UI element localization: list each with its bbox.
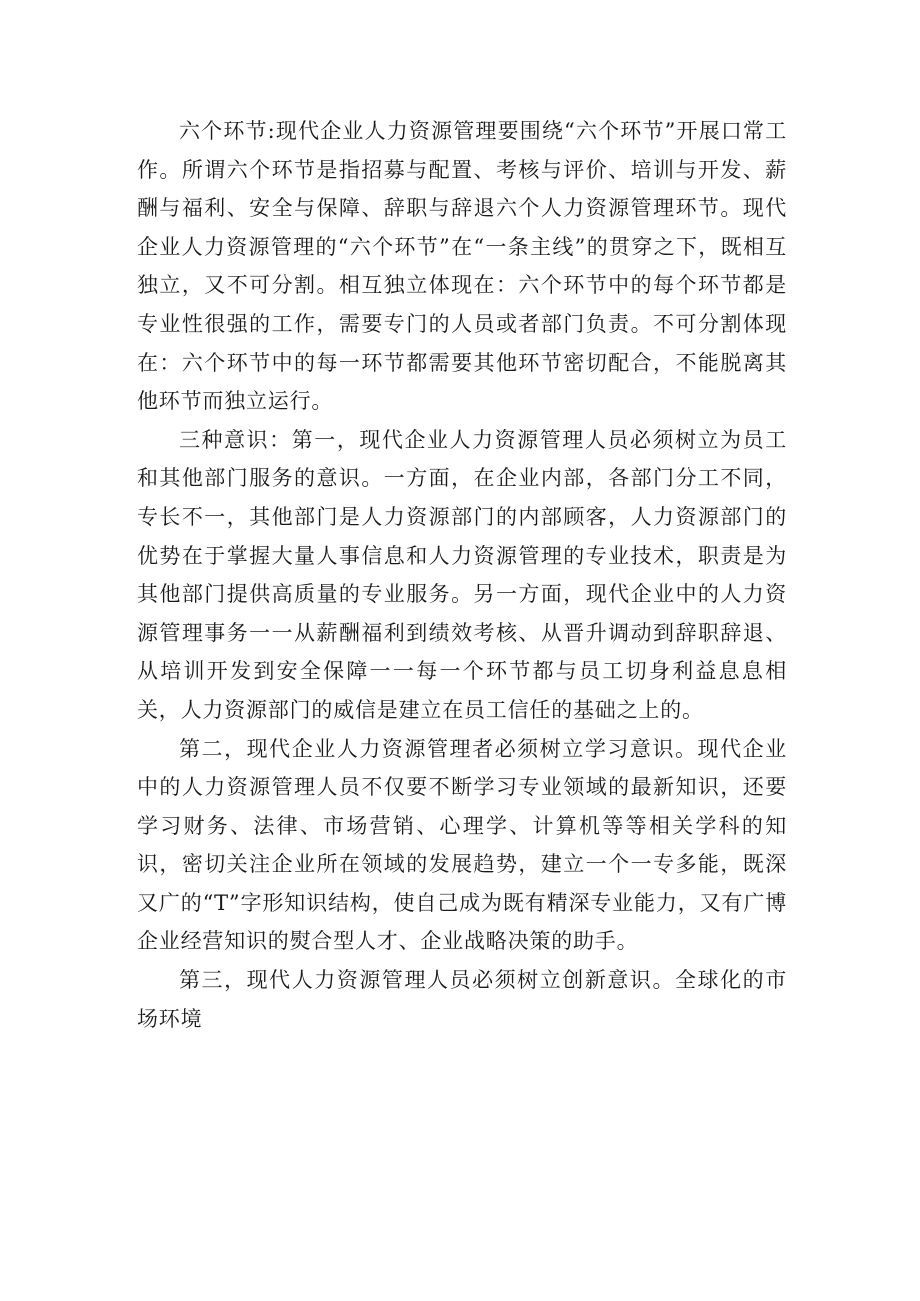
paragraph-innovation-awareness: 第三，现代人力资源管理人员必须树立创新意识。全球化的市场环境	[137, 968, 787, 1031]
document-body	[137, 112, 787, 1038]
paragraph-learning-awareness: 第二，现代企业人力资源管理者必须树立学习意识。现代企业中的人力资源管理人员不仅要不断学习专业领域的最新知识，还要学习财务、法律、市场营销、心理学、计算机等等相关学科的知识，密切关注企业所在领域的发展趋势，建立一个一专多能，既深又广的“T”字形知识结构，使自己成为既有精深专业能力，又有广博企业经营知识的熨合型人才、企业战略决策的助手。	[137, 736, 787, 954]
paragraph-three-awareness: 三种意识：第一，现代企业人力资源管理人员必须树立为员工和其他部门服务的意识。一方面，在企业内部，各部门分工不同，专长不一，其他部门是人力资源部门的内部顾客，人力资源部门的优势在于掌握大量人事信息和人力资源管理的专业技术，职责是为其他部门提供高质量的专业服务。另一方面，现代企业中的人力资源管理事务一一从薪酬福利到绩效考核、从晋升调动到辞职辞退、从培训开发到安全保障一一每一个环节都与员工切身利益息息相关，人力资源部门的威信是建立在员工信任的基础之上的。	[137, 427, 787, 722]
paragraph-six-links: 六个环节:现代企业人力资源管理要围绕“六个环节”开展口常工作。所谓六个环节是指招募与配置、考核与评价、培训与开发、薪酬与福利、安全与保障、辞职与辞退六个人力资源管理环节。现代企业人力资源管理的“六个环节”在“一条主线”的贯穿之下，既相互独立，又不可分割。相互独立体现在：六个环节中的每个环节都是专业性很强的工作，需要专门的人员或者部门负责。不可分割体现在：六个环节中的每一环节都需要其他环节密切配合，不能脱离其他环节而独立运行。	[137, 119, 787, 414]
